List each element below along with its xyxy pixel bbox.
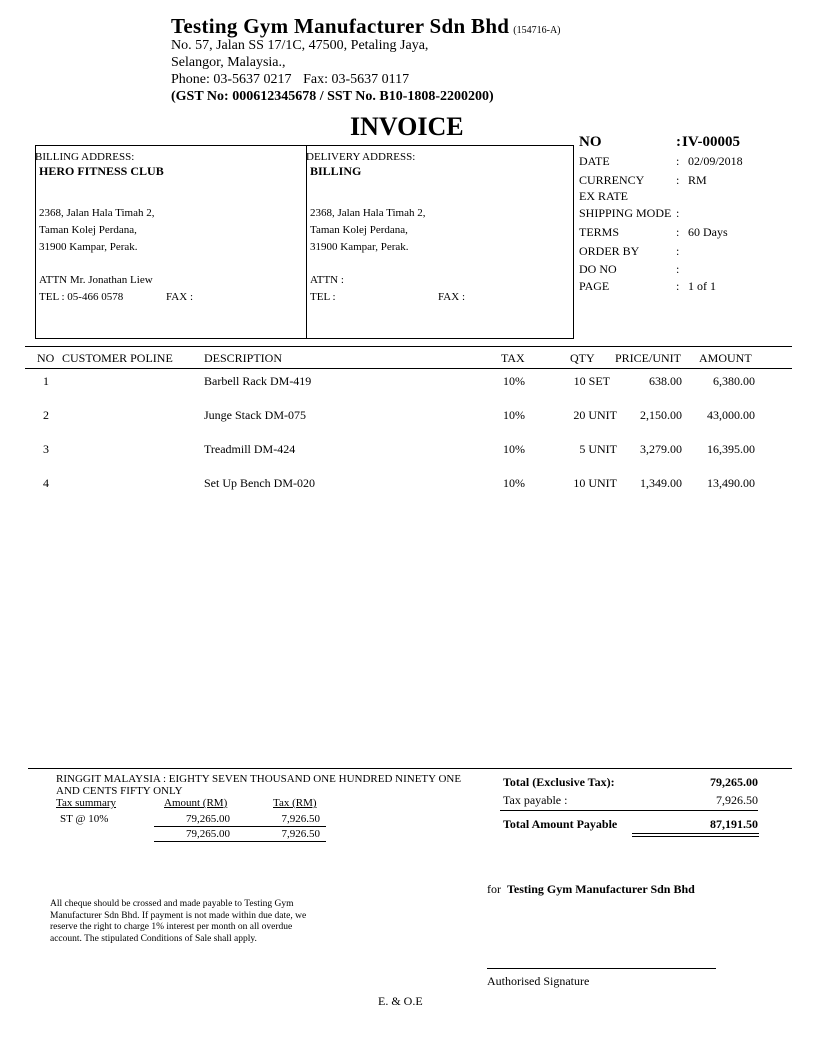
meta-colon: : — [676, 262, 680, 276]
tax-summary-tax-heading: Tax (RM) — [273, 797, 317, 809]
delivery-line-1: 2368, Jalan Hala Timah 2, — [310, 207, 426, 219]
meta-value-currency: RM — [688, 173, 707, 187]
company-phone: Phone: 03-5637 0217 — [171, 72, 292, 87]
meta-label-no: NO — [579, 134, 602, 150]
row-no: 1 — [43, 374, 49, 388]
delivery-name: BILLING — [310, 164, 362, 178]
meta-label-terms: TERMS — [579, 225, 620, 239]
col-header-no: NO — [37, 351, 55, 365]
meta-label-do-no: DO NO — [579, 262, 617, 276]
company-contact — [171, 72, 409, 88]
tax-summary-heading: Tax summary — [56, 797, 117, 809]
tax-summary-total-tax: 7,926.50 — [281, 828, 320, 840]
company-name-text: Testing Gym Manufacturer Sdn Bhd — [171, 14, 510, 38]
billing-name: HERO FITNESS CLUB — [39, 164, 164, 178]
row-tax: 10% — [503, 442, 525, 456]
tax-summary-row-label: ST @ 10% — [60, 813, 109, 825]
meta-label-date: DATE — [579, 154, 610, 168]
company-gst: (GST No: 000612345678 / SST No. B10-1808-2200200) — [171, 89, 494, 104]
billing-heading: BILLING ADDRESS: — [35, 151, 135, 163]
meta-value-terms: 60 Days — [688, 225, 728, 239]
col-header-amount: AMOUNT — [699, 351, 752, 365]
meta-label-ex-rate: EX RATE — [579, 189, 628, 203]
company-name — [171, 14, 561, 39]
billing-line-1: 2368, Jalan Hala Timah 2, — [39, 207, 155, 219]
amount-in-words: RINGGIT MALAYSIA : EIGHTY SEVEN THOUSAND ONE HUNDRED NINETY ONE AND CENTS FIFTY ONLY — [56, 773, 462, 797]
billing-tel: TEL : 05-466 0578 — [39, 291, 124, 303]
meta-label-shipping-mode: SHIPPING MODE — [579, 206, 672, 220]
tax-summary-rule — [154, 826, 326, 827]
eoe-text: E. & O.E — [378, 994, 423, 1008]
col-header-description: DESCRIPTION — [204, 351, 283, 365]
delivery-fax: FAX : — [438, 291, 465, 303]
row-description: Treadmill DM-424 — [204, 442, 296, 456]
signature-company: Testing Gym Manufacturer Sdn Bhd — [507, 882, 695, 896]
meta-value-date: 02/09/2018 — [688, 154, 743, 168]
row-amount: 6,380.00 — [713, 374, 755, 388]
row-amount: 43,000.00 — [707, 408, 755, 422]
company-address-line-1: No. 57, Jalan SS 17/1C, 47500, Petaling Jaya, — [171, 38, 429, 53]
delivery-tel: TEL : — [310, 291, 336, 303]
billing-address-box — [35, 145, 307, 339]
row-qty: 5 UNIT — [579, 442, 617, 456]
row-tax: 10% — [503, 408, 525, 422]
row-description: Set Up Bench DM-020 — [204, 476, 315, 490]
row-no: 3 — [43, 442, 49, 456]
meta-colon: : — [676, 134, 681, 150]
signature-for-line — [487, 882, 695, 897]
company-reg-number: (154716-A) — [513, 25, 561, 36]
delivery-address-box — [306, 145, 574, 339]
row-qty: 10 SET — [573, 374, 610, 388]
billing-line-2: Taman Kolej Perdana, — [39, 224, 137, 236]
signature-label: Authorised Signature — [487, 974, 590, 988]
row-amount: 13,490.00 — [707, 476, 755, 490]
row-price: 3,279.00 — [640, 442, 682, 456]
signature-for-prefix: for — [487, 882, 501, 896]
tax-summary-row-tax: 7,926.50 — [281, 813, 320, 825]
row-amount: 16,395.00 — [707, 442, 755, 456]
delivery-heading: DELIVERY ADDRESS: — [306, 151, 416, 163]
table-header-rule — [25, 368, 792, 369]
row-description: Barbell Rack DM-419 — [204, 374, 312, 388]
delivery-line-3: 31900 Kampar, Perak. — [310, 241, 409, 253]
total-double-rule-1 — [632, 833, 759, 834]
invoice-title: INVOICE — [350, 112, 464, 141]
col-header-tax: TAX — [501, 351, 525, 365]
meta-colon: : — [676, 244, 680, 258]
delivery-line-2: Taman Kolej Perdana, — [310, 224, 408, 236]
meta-label-page: PAGE — [579, 279, 610, 293]
row-description: Junge Stack DM-075 — [204, 408, 306, 422]
billing-line-3: 31900 Kampar, Perak. — [39, 241, 138, 253]
company-address-line-2: Selangor, Malaysia., — [171, 55, 286, 70]
tax-summary-amount-heading: Amount (RM) — [164, 797, 228, 809]
total-payable-label: Total Amount Payable — [503, 817, 618, 831]
row-price: 638.00 — [649, 374, 682, 388]
row-qty: 10 UNIT — [573, 476, 617, 490]
billing-fax: FAX : — [166, 291, 193, 303]
col-header-poline: CUSTOMER POLINE — [62, 351, 173, 365]
row-tax: 10% — [503, 374, 525, 388]
tax-summary-total-amount: 79,265.00 — [186, 828, 230, 840]
total-exclusive-label: Total (Exclusive Tax): — [503, 775, 615, 789]
company-fax: Fax: 03-5637 0117 — [303, 72, 410, 87]
meta-colon: : — [676, 279, 680, 293]
meta-value-no: IV-00005 — [682, 134, 741, 150]
meta-colon: : — [676, 173, 680, 187]
meta-colon: : — [676, 154, 680, 168]
signature-line — [487, 968, 716, 969]
meta-colon: : — [676, 225, 680, 239]
meta-value-page: 1 of 1 — [688, 279, 716, 293]
meta-colon: : — [676, 206, 680, 220]
row-no: 4 — [43, 476, 49, 490]
row-price: 2,150.00 — [640, 408, 682, 422]
totals-rule — [500, 810, 758, 811]
row-qty: 20 UNIT — [573, 408, 617, 422]
tax-summary-row-amount: 79,265.00 — [186, 813, 230, 825]
delivery-attn: ATTN : — [310, 274, 344, 286]
row-price: 1,349.00 — [640, 476, 682, 490]
meta-label-order-by: ORDER BY — [579, 244, 640, 258]
total-exclusive-value: 79,265.00 — [710, 775, 758, 789]
payment-notes: All cheque should be crossed and made payable to Testing Gym Manufacturer Sdn Bhd. If payment is not made within due date, we reserve the right to charge 1% interest per month on all overdue account. The stipulated Conditions of Sale shall apply. — [50, 899, 307, 944]
col-header-price: PRICE/UNIT — [615, 351, 681, 365]
meta-label-currency: CURRENCY — [579, 173, 645, 187]
billing-attn: ATTN Mr. Jonathan Liew — [39, 274, 153, 286]
total-double-rule-2 — [632, 836, 759, 837]
row-no: 2 — [43, 408, 49, 422]
table-top-rule — [25, 346, 792, 347]
total-payable-value: 87,191.50 — [710, 817, 758, 831]
tax-summary-bottom-rule — [154, 841, 326, 842]
col-header-qty: QTY — [570, 351, 595, 365]
tax-payable-label: Tax payable : — [503, 793, 568, 807]
footer-rule — [28, 768, 792, 769]
tax-payable-value: 7,926.50 — [716, 793, 758, 807]
row-tax: 10% — [503, 476, 525, 490]
